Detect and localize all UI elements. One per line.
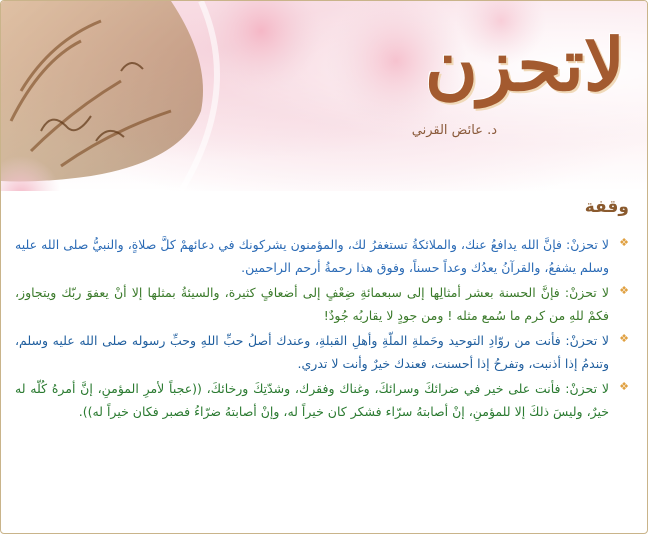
section-heading: وقفة bbox=[584, 197, 629, 217]
author-name: د. عائض القرني bbox=[411, 123, 497, 138]
paragraph-4-text: لا تحزنْ: فأنت على خير في ضرائكَ وسرائكَ، وغناك وفقرك، وشدّتِكَ ورخائكَ، ((عجباً لأمرِ المؤمنِ، إنَّ أمرهُ كُلّه له خيرٌ، وليسَ ذلكَ إلا للمؤمنِ، إنْ أصابتهُ سرّاء فشكر كان خيراً له، وإنْ أصابتهُ ضرّاءُ فصبر فكان خيراً له)). bbox=[15, 381, 609, 419]
book-title: لاتحزن bbox=[424, 22, 625, 107]
paragraph-1-text: لا تحزنْ: فإنَّ الله يدافعُ عنك، والملائكةُ تستغفرُ لك، والمؤمنون يشركونك في دعائهمْ كلَّ صلاةٍ، والنبيُّ صلى الله عليه وسلم يشفعُ، والقرآنُ يعدُك وعداً حسناً، وفوق هذا رحمةُ أرحم الراحمين. bbox=[15, 237, 609, 275]
paragraph-3 bbox=[15, 329, 635, 375]
paragraph-4 bbox=[15, 377, 635, 423]
paragraph-2 bbox=[15, 281, 635, 327]
diamond-bullet-icon: ❖ bbox=[619, 284, 629, 297]
diamond-bullet-icon: ❖ bbox=[619, 332, 629, 345]
paragraph-2-text: لا تحزنْ: فإنَّ الحسنة بعشر أمثالِها إلى سبعمائةِ ضِعْفٍ إلى أضعافٍ كثيرة، والسيئةُ بمثلها إلا أنْ يعفوَ ربّك ويتجاوز، فكمْ للهِ من كرم ما سُمع مثله ! ومن جودٍ لا يقاربُه جُودٌ! bbox=[15, 285, 609, 323]
header-banner bbox=[1, 1, 647, 191]
paragraph-1 bbox=[15, 233, 635, 279]
paragraph-3-text: لا تحزنْ: فأنت من روّادِ التوحيد وحَملةِ الملّةِ وأهلِ القبلةِ، وعندك أصلُ حبِّ اللهِ وحبِّ رسوله صلى الله عليه وسلم، وتندمُ إذا أذنبت، وتفرحُ إذا أحسنت، فعندك خيرٌ وأنت لا تدري. bbox=[15, 333, 609, 371]
diamond-bullet-icon: ❖ bbox=[619, 380, 629, 393]
diamond-bullet-icon: ❖ bbox=[619, 236, 629, 249]
paragraph-list bbox=[15, 233, 635, 425]
